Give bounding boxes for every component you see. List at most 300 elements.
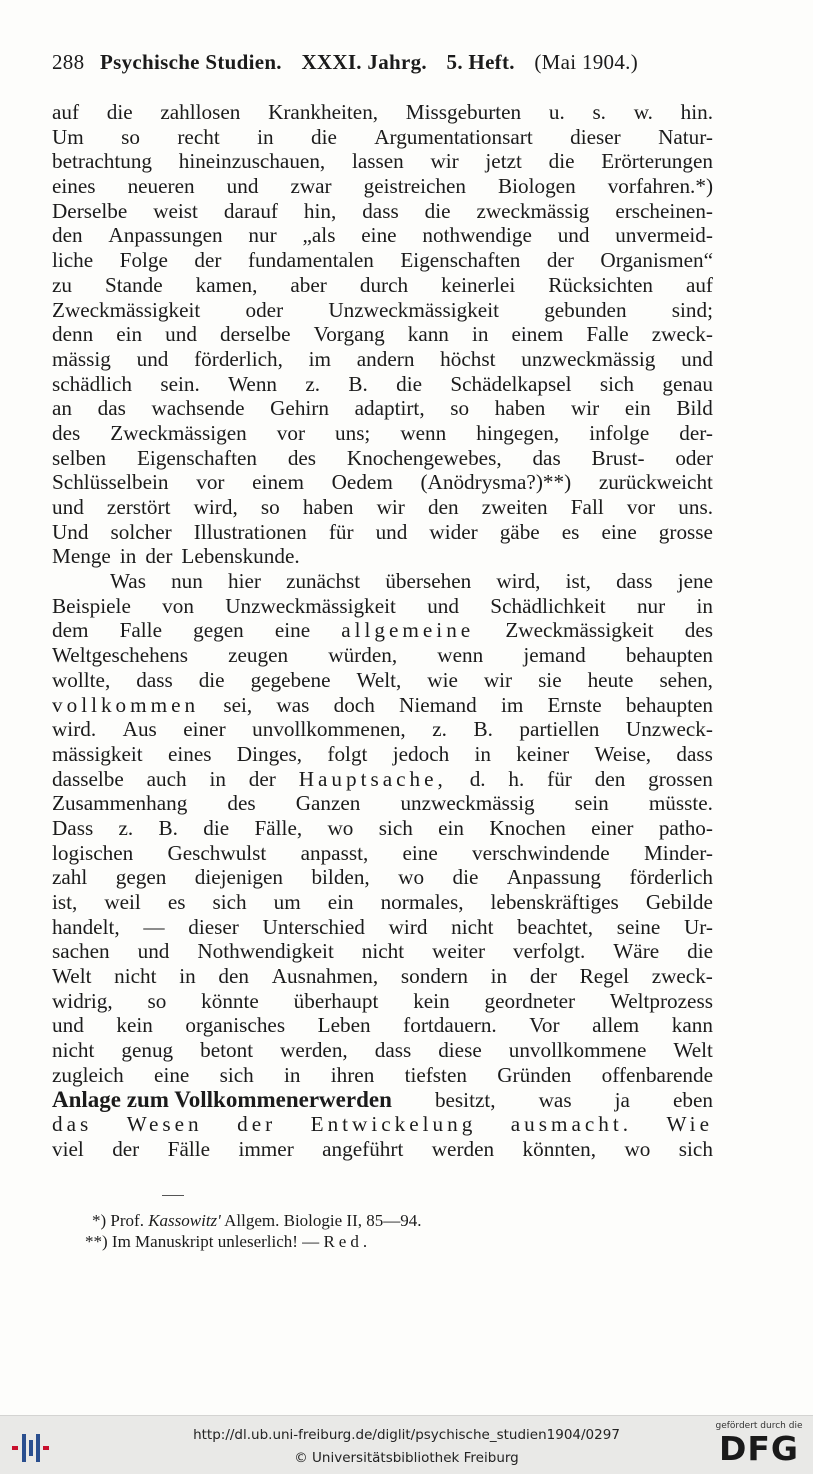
- text-line: [52, 594, 713, 619]
- word: Regel: [579, 964, 630, 989]
- word: zunächst: [286, 569, 361, 594]
- word: Stande: [104, 272, 163, 297]
- word: lebenskräftiges: [490, 890, 619, 914]
- word: dieser: [570, 124, 621, 149]
- word: vor: [626, 495, 656, 519]
- word: Niemand: [399, 692, 477, 717]
- text-line: [52, 100, 713, 125]
- text-line: [52, 495, 713, 520]
- word: Anlage zum Vollkommenerwerden: [52, 1086, 392, 1112]
- word: zahllosen: [160, 100, 241, 124]
- text-line: [52, 569, 713, 594]
- word: einem: [511, 322, 564, 347]
- word: Biologen: [498, 174, 576, 199]
- text-line: [52, 816, 713, 841]
- running-header: [52, 50, 764, 75]
- word: uns.: [678, 495, 713, 519]
- word: Vor: [529, 1013, 560, 1038]
- word: dem: [52, 618, 89, 643]
- text-line: [52, 149, 713, 174]
- word: Minder-: [643, 840, 713, 865]
- word: dass: [676, 741, 713, 766]
- word: zu: [52, 272, 72, 297]
- word: zahl: [52, 865, 88, 890]
- word: unvollkommene: [508, 1038, 647, 1063]
- word: Fall: [570, 495, 604, 519]
- word: nur: [248, 223, 277, 248]
- word: weiter: [432, 939, 486, 964]
- text-line: [52, 1013, 713, 1038]
- word: ein: [116, 322, 143, 347]
- word: Aus: [122, 717, 157, 742]
- footnote-rule: [162, 1195, 184, 1196]
- word: u.: [548, 100, 565, 124]
- word: eben: [672, 1087, 713, 1112]
- word: und: [226, 174, 259, 199]
- word: zeugen: [228, 643, 289, 668]
- footnote-text: Im Manuskript unleserlich! —: [111, 1232, 320, 1251]
- word: in: [490, 964, 508, 989]
- word: den: [218, 964, 249, 989]
- word: vorfahren.*): [607, 174, 713, 199]
- word: die: [548, 149, 575, 174]
- word: unzweckmässig: [521, 346, 656, 371]
- word: gegen: [115, 865, 167, 890]
- word: Folge: [119, 248, 168, 273]
- word: des: [52, 420, 81, 445]
- word: für: [328, 519, 354, 544]
- word: wird,: [193, 495, 238, 519]
- word: sich: [599, 371, 635, 396]
- word: Brust-: [591, 445, 645, 470]
- word: sein: [574, 791, 609, 816]
- word: wo: [398, 865, 425, 890]
- word: gäbe: [499, 519, 540, 544]
- word: wo: [624, 1136, 651, 1161]
- word: haben: [302, 495, 354, 519]
- word: unzweckmässig: [400, 791, 535, 816]
- word: anpasst,: [300, 840, 369, 865]
- word: um: [273, 890, 301, 914]
- word: ihren: [330, 1062, 375, 1087]
- word: solcher: [110, 519, 172, 544]
- word: wir: [430, 149, 459, 174]
- word: ausmacht.: [510, 1112, 633, 1137]
- word: Um: [52, 124, 84, 149]
- word: sie: [538, 667, 562, 692]
- word: dass: [374, 1038, 412, 1063]
- text-line: [52, 174, 713, 199]
- word: nicht: [361, 939, 405, 964]
- word: Knochengewebes,: [346, 445, 502, 470]
- word: Wäre: [613, 939, 660, 964]
- word: grossen: [648, 766, 713, 791]
- word: ein: [624, 396, 651, 421]
- word: einer: [183, 717, 226, 742]
- word: Eigenschaften: [136, 445, 257, 470]
- word: ist,: [565, 569, 591, 594]
- word: und: [557, 223, 590, 248]
- word: oder: [675, 445, 713, 470]
- word: handelt,: [52, 914, 120, 939]
- word: sein.: [160, 371, 200, 396]
- word: die: [203, 815, 230, 840]
- word: zweck-: [651, 964, 713, 989]
- word: dass: [362, 198, 399, 223]
- word: nicht: [114, 964, 157, 989]
- footnote-2: [85, 1231, 422, 1252]
- text-line: [52, 693, 713, 718]
- word: Bild: [676, 396, 713, 421]
- word: die: [198, 667, 225, 692]
- text-line: [52, 767, 713, 792]
- word: Wie: [666, 1112, 713, 1137]
- word: so: [260, 495, 280, 519]
- word: hier: [227, 569, 261, 594]
- text-line: [52, 1137, 713, 1162]
- word: wenn: [400, 420, 447, 445]
- word: jetzt: [485, 149, 522, 174]
- word: der: [248, 766, 276, 791]
- word: die: [424, 198, 451, 223]
- word: sondern: [400, 964, 468, 989]
- word: Dass: [52, 815, 94, 840]
- word: mässigkeit: [52, 741, 143, 766]
- word: recht: [177, 124, 220, 149]
- word: besitzt,: [434, 1087, 496, 1112]
- word: gegen: [193, 618, 244, 643]
- word: Natur-: [658, 124, 713, 149]
- word: Lebenskunde.: [181, 544, 300, 569]
- text-line: [52, 1063, 713, 1088]
- word: grosse: [658, 519, 713, 544]
- word: derselbe: [220, 322, 291, 347]
- word: förderlich: [629, 865, 713, 890]
- word: eine: [154, 1062, 190, 1087]
- word: den: [594, 766, 626, 791]
- word: in: [696, 593, 713, 618]
- word: genug: [121, 1038, 174, 1063]
- word: wollte,: [52, 667, 111, 692]
- word: jedoch: [392, 741, 450, 766]
- word: andern: [356, 346, 415, 371]
- word: jemand: [523, 643, 586, 668]
- word: es: [561, 519, 580, 544]
- text-line: [52, 618, 713, 643]
- word: des: [287, 445, 317, 470]
- word: diese: [438, 1038, 482, 1063]
- word: der: [112, 1136, 140, 1161]
- word: wenn: [437, 643, 484, 668]
- word: doch: [333, 692, 375, 717]
- word: s.: [592, 100, 606, 124]
- word: ein: [327, 890, 354, 914]
- text-line: [52, 347, 713, 372]
- word: Falle: [119, 618, 162, 643]
- word: es: [167, 890, 186, 914]
- word: Gründen: [497, 1062, 572, 1087]
- word: werden: [431, 1136, 495, 1161]
- word: denn: [52, 322, 94, 347]
- text-line: [52, 446, 713, 471]
- text-line: [52, 199, 713, 224]
- text-line: [52, 643, 713, 668]
- footnote-mark: **): [85, 1232, 108, 1251]
- volume-label: XXXI. Jahrg.: [301, 50, 427, 74]
- word: dieser: [188, 914, 239, 939]
- word: und: [136, 346, 169, 371]
- word: Vorgang: [313, 322, 385, 347]
- word: zurückweicht: [598, 470, 713, 495]
- word: müsste.: [648, 791, 713, 816]
- word: Oedem: [331, 470, 393, 495]
- word: des: [684, 618, 713, 643]
- word: übersehen: [385, 569, 472, 594]
- text-line: [52, 372, 713, 397]
- word: erscheinen-: [615, 198, 713, 223]
- word: patho-: [658, 815, 713, 840]
- word: fortdauern.: [403, 1013, 497, 1038]
- word: Dinges,: [236, 741, 303, 766]
- word: der: [529, 964, 557, 989]
- word: Unzweck-: [625, 717, 713, 742]
- word: und: [52, 495, 84, 519]
- word: der: [145, 544, 173, 569]
- word: in: [257, 124, 274, 149]
- word: d.: [469, 766, 486, 791]
- word: wird.: [52, 717, 97, 742]
- word: Ur-: [683, 914, 713, 939]
- word: zugleich: [52, 1062, 124, 1087]
- text-line: [52, 125, 713, 150]
- word: der-: [679, 420, 713, 445]
- word: Ganzen: [295, 791, 361, 816]
- word: in: [474, 741, 491, 766]
- word: eine: [601, 519, 637, 544]
- word: in: [471, 322, 489, 347]
- word: Schädlichkeit: [490, 593, 606, 618]
- word: Argumentationsart: [374, 124, 533, 149]
- word: Weltgeschehens: [52, 643, 188, 668]
- word: wo: [327, 815, 354, 840]
- word: aber: [290, 272, 327, 297]
- word: vollkommen: [52, 692, 200, 717]
- word: den: [52, 223, 83, 248]
- word: allem: [592, 1013, 640, 1038]
- word: eine: [274, 618, 311, 643]
- footnote-editor: Red.: [323, 1232, 372, 1251]
- word: Leben: [317, 1013, 371, 1038]
- dfg-caption: gefördert durch die: [715, 1421, 803, 1431]
- word: und: [137, 939, 170, 964]
- word: Rücksichten: [548, 272, 653, 297]
- word: in: [179, 964, 196, 989]
- word: gebunden: [544, 297, 627, 322]
- issue-label: 5. Heft.: [446, 50, 515, 74]
- word: die: [452, 865, 479, 890]
- word: den: [428, 495, 459, 519]
- word: zerstört: [106, 495, 171, 519]
- word: fundamentalen: [247, 248, 374, 273]
- word: Was: [110, 569, 146, 594]
- word: Welt: [673, 1038, 713, 1063]
- viewer-footer: [0, 1415, 813, 1474]
- word: (Anödrysma?)**): [420, 470, 572, 495]
- word: gegebene: [250, 667, 331, 692]
- word: keinerlei: [441, 272, 516, 297]
- issue-date: (Mai 1904.): [534, 50, 639, 74]
- word: kamen,: [195, 272, 258, 297]
- word: einer: [591, 815, 634, 840]
- word: Weise,: [594, 741, 652, 766]
- word: liche: [52, 248, 94, 273]
- word: Und: [52, 519, 89, 544]
- word: Zweckmässigkeit: [505, 618, 654, 643]
- word: partiellen: [519, 717, 600, 742]
- word: vor: [276, 420, 305, 445]
- word: tiefsten: [404, 1062, 467, 1087]
- word: verschwindende: [472, 840, 610, 865]
- word: in: [209, 766, 226, 791]
- word: verfolgt.: [512, 939, 586, 964]
- word: sich: [378, 815, 413, 840]
- text-line: [52, 396, 713, 421]
- text-line: [52, 791, 713, 816]
- copyright-notice: © Universitätsbibliothek Freiburg: [294, 1450, 519, 1466]
- word: diejenigen: [194, 865, 284, 890]
- word: überhaupt: [293, 988, 379, 1013]
- word: zweck-: [651, 322, 713, 347]
- word: allgemeine: [341, 618, 475, 643]
- word: von: [162, 593, 194, 618]
- word: nothwendige: [422, 223, 532, 248]
- word: könnte: [201, 988, 259, 1013]
- word: zweiten: [481, 495, 548, 519]
- word: z.: [118, 815, 134, 840]
- word: das: [532, 445, 561, 470]
- word: wir: [570, 396, 600, 421]
- text-line: [52, 717, 713, 742]
- journal-title: Psychische Studien.: [99, 50, 282, 74]
- word: —: [143, 914, 165, 939]
- word: normales,: [380, 890, 464, 914]
- word: z.: [305, 371, 321, 396]
- word: Ausnahmen,: [271, 964, 379, 989]
- word: Anpassungen: [108, 223, 223, 248]
- word: sich: [678, 1136, 713, 1161]
- word: immer: [238, 1136, 294, 1161]
- text-line: [52, 273, 713, 298]
- word: Gebilde: [645, 890, 713, 914]
- body-text: [52, 100, 713, 1162]
- text-line: [52, 841, 713, 866]
- word: nur: [636, 593, 666, 618]
- word: auf: [52, 100, 80, 124]
- word: Nothwendigkeit: [197, 939, 334, 964]
- word: Eigenschaften: [400, 248, 521, 273]
- word: kann: [407, 322, 449, 347]
- word: offenbarende: [601, 1062, 713, 1087]
- word: ein: [438, 815, 465, 840]
- word: organisches: [185, 1013, 286, 1038]
- text-line: [52, 1112, 713, 1137]
- word: oder: [245, 297, 284, 322]
- word: in: [119, 544, 137, 569]
- word: eines: [167, 741, 212, 766]
- word: Krankheiten,: [268, 100, 379, 124]
- text-line: [52, 890, 713, 915]
- word: eines: [52, 174, 96, 199]
- word: schädlich: [52, 371, 133, 396]
- word: nicht: [451, 914, 494, 939]
- word: Organismen“: [600, 248, 713, 273]
- word: betont: [200, 1038, 254, 1063]
- word: Weltprozess: [609, 988, 713, 1013]
- word: würden,: [328, 643, 398, 668]
- text-line: [52, 544, 713, 569]
- text-line: [52, 421, 713, 446]
- text-line: [52, 298, 713, 323]
- word: und: [427, 593, 459, 618]
- footnote-author: Kassowitz': [148, 1211, 221, 1230]
- word: Welt,: [356, 667, 402, 692]
- word: förderlich,: [194, 346, 283, 371]
- word: dass: [616, 569, 653, 594]
- word: weil: [104, 890, 141, 914]
- text-line: [52, 1088, 713, 1113]
- word: genau: [662, 371, 713, 396]
- word: B.: [158, 815, 178, 840]
- word: B.: [348, 371, 368, 396]
- word: und: [52, 1013, 84, 1038]
- word: für: [547, 766, 572, 791]
- word: mässig: [52, 346, 111, 371]
- word: sich: [212, 890, 247, 914]
- word: der: [237, 1112, 277, 1137]
- word: die: [687, 939, 713, 964]
- word: sind;: [671, 297, 713, 322]
- word: unvermeid-: [615, 223, 713, 248]
- word: und: [375, 519, 408, 544]
- text-line: [52, 742, 713, 767]
- word: wir: [483, 667, 513, 692]
- page-number: 288: [52, 50, 85, 74]
- source-url[interactable]: http://dl.ub.uni-freiburg.de/diglit/psychische_studien1904/0297: [193, 1427, 620, 1443]
- word: wir: [376, 495, 405, 519]
- word: Zweckmässigen: [110, 420, 247, 445]
- word: nicht: [52, 1038, 95, 1063]
- word: weist: [153, 198, 198, 223]
- word: unvollkommenen,: [252, 717, 406, 742]
- word: auch: [146, 766, 187, 791]
- word: Fälle: [167, 1136, 211, 1161]
- word: Geschwulst: [167, 840, 267, 865]
- word: Unterschied: [262, 914, 365, 939]
- word: Derselbe: [52, 198, 128, 223]
- word: sei,: [223, 692, 253, 717]
- word: Hauptsache,: [298, 766, 447, 791]
- text-line: [52, 989, 713, 1014]
- word: behaupten: [625, 692, 713, 717]
- word: geordneter: [484, 988, 576, 1013]
- text-line: [52, 915, 713, 940]
- text-line: [52, 322, 713, 347]
- word: keiner: [516, 741, 570, 766]
- footnotes: [85, 1210, 422, 1252]
- word: Zweckmässigkeit: [52, 297, 201, 322]
- word: Welt: [52, 964, 92, 989]
- word: Unzweckmässigkeit: [328, 297, 499, 322]
